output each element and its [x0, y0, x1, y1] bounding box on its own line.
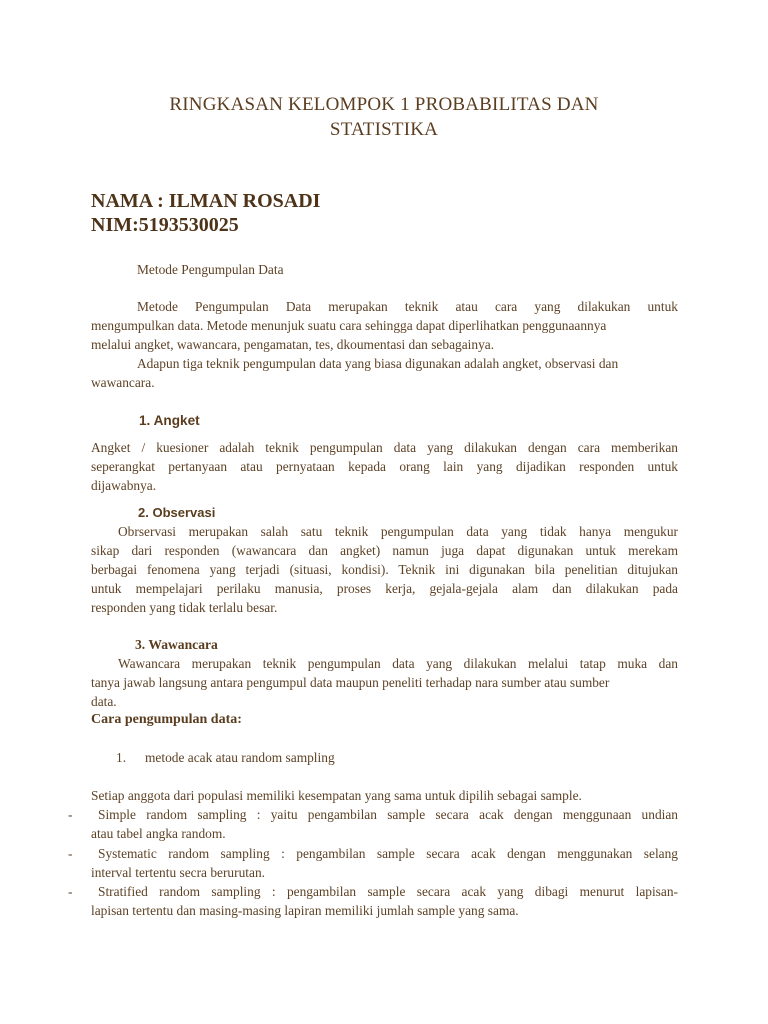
section-title: Metode Pengumpulan Data: [137, 262, 284, 277]
intro-paragraph-line: melalui angket, wawancara, pengamatan, tes, dkoumentasi dan sebagainya.: [91, 337, 495, 352]
observasi-text-line: sikap dari responden (wawancara dan angket) namun juga dapat digunakan untuk merekam: [91, 543, 678, 558]
observasi-text-line: berbagai fenomena yang terjadi (situasi, kondisi). Teknik ini digunakan bila penelitian ditujukan: [91, 562, 678, 577]
wawancara-text-line: Wawancara merupakan teknik pengumpulan data yang dilakukan melalui tatap muka dan: [118, 656, 678, 671]
document-title-line-1: RINGKASAN KELOMPOK 1 PROBABILITAS DAN: [169, 94, 599, 115]
intro-paragraph-line: Metode Pengumpulan Data merupakan teknik atau cara yang dilakukan untuk: [137, 299, 678, 314]
student-nim: NIM:5193530025: [91, 214, 239, 236]
observasi-text-line: responden yang tidak terlalu besar.: [91, 600, 278, 615]
observasi-text-line: untuk mempelajari perilaku manusia, proses kerja, gejala-gejala alam dan dilakukan pada: [91, 581, 678, 596]
wawancara-text-line: tanya jawab langsung antara pengumpul data maupun peneliti terhadap nara sumber atau sumber: [91, 675, 610, 690]
angket-text-line: seperangkat pertanyaan atau pernyataan kepada orang lain yang dijadikan responden untuk: [91, 459, 678, 474]
bullet-dash: -: [68, 807, 73, 822]
bullet-text-line: Stratified random sampling : pengambilan sample secara acak yang dibagi menurut lapisan-: [98, 884, 678, 899]
observasi-heading: 2. Observasi: [138, 505, 216, 520]
bullet-dash: -: [68, 884, 73, 899]
bullet-text-line: Simple random sampling : yaitu pengambilan sample secara acak dengan menggunaan undian: [98, 807, 678, 822]
document-title-line-2: STATISTIKA: [329, 119, 439, 140]
bullet-text-line: lapisan tertentu dan masing-masing lapiran memiliki jumlah sample yang sama.: [91, 903, 519, 918]
bullet-text-line: Systematic random sampling : pengambilan sample secara acak dengan menggunakan selang: [98, 846, 678, 861]
observasi-text-line: Obrservasi merupakan salah satu teknik pengumpulan data yang tidak hanya mengukur: [118, 524, 678, 539]
wawancara-text-line: data.: [91, 694, 117, 709]
intro-paragraph-line: Adapun tiga teknik pengumpulan data yang biasa digunakan adalah angket, observasi dan: [137, 356, 619, 371]
intro-paragraph-line: wawancara.: [91, 375, 155, 390]
intro-paragraph-line: mengumpulkan data. Metode menunjuk suatu cara sehingga dapat diperlihatkan penggunaannya: [91, 318, 607, 333]
bullet-text-line: interval tertentu secra berurutan.: [91, 865, 265, 880]
angket-text-line: dijawabnya.: [91, 478, 157, 493]
bullet-dash: -: [68, 846, 73, 861]
angket-text-line: Angket / kuesioner adalah teknik pengumpulan data yang dilakukan dengan cara memberikan: [91, 440, 678, 455]
angket-heading: 1. Angket: [139, 413, 200, 428]
list-number: 1.: [116, 750, 127, 765]
wawancara-heading: 3. Wawancara: [135, 637, 218, 652]
bullet-text-line: atau tabel angka random.: [91, 826, 226, 841]
cara-pengumpulan-heading: Cara pengumpulan data:: [91, 712, 242, 727]
list-item-text: metode acak atau random sampling: [145, 750, 335, 765]
student-name: NAMA : ILMAN ROSADI: [91, 190, 321, 212]
sampling-intro: Setiap anggota dari populasi memiliki kesempatan yang sama untuk dipilih sebagai sample.: [91, 788, 582, 803]
